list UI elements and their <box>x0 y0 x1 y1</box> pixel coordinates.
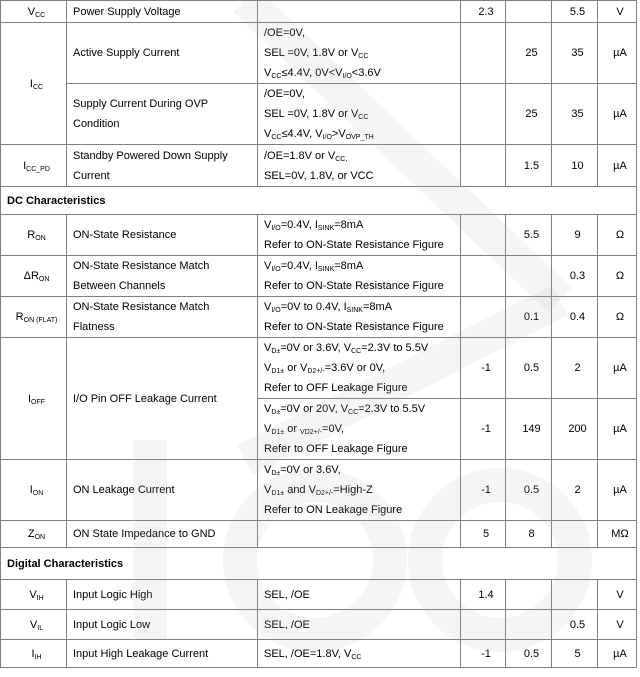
condition-line: $V_{D\pm}=0V$ or 3.6V, $V_{CC}=2.3V$ to 5.5V <box>264 342 429 355</box>
condition-line: $V_{D\pm}=0V$ or 20V, $V_{CC}=2.3V$ to 5.5V <box>264 403 426 416</box>
min-cell <box>461 145 506 187</box>
unit-cell: Ω <box>598 256 637 297</box>
max-cell <box>552 580 598 610</box>
condition-line: Refer to ON-State Resistance Figure <box>264 280 444 292</box>
condition-line: $V_{D1\pm}$ or $_{VD2+/-}$=0V, <box>264 423 344 436</box>
typ-cell <box>506 256 552 297</box>
row-ron <box>1 215 637 256</box>
max-cell: 0.3 <box>552 256 598 297</box>
condition-line: Refer to OFF Leakage Figure <box>264 443 408 455</box>
parameter-line: Supply Current During OVP <box>73 98 209 110</box>
parameter-cell: ON State Impedance to GND <box>67 521 258 548</box>
typ-cell: 0.5 <box>506 338 552 399</box>
parameter-cell <box>67 145 258 187</box>
condition-cell <box>258 84 461 145</box>
max-cell: 200 <box>552 399 598 460</box>
parameter-line: Condition <box>73 118 120 130</box>
parameter-cell: Input High Leakage Current <box>67 640 258 668</box>
unit-cell: V <box>598 610 637 640</box>
condition-line: SEL =0V, 1.8V or $V_{CC}$ <box>264 47 369 60</box>
condition-cell <box>258 1 461 23</box>
unit-cell: µA <box>598 460 637 521</box>
parameter-line: Standby Powered Down Supply <box>73 149 228 162</box>
condition-line: /OE=1.8V or $V_{CC,}$ <box>264 149 348 163</box>
parameter-cell <box>67 297 258 338</box>
unit-cell: V <box>598 1 637 23</box>
min-cell <box>461 215 506 256</box>
condition-line: Refer to OFF Leakage Figure <box>264 382 408 394</box>
symbol-cell: $R_{ON}$ <box>1 215 67 256</box>
parameter-cell: ON-State Resistance <box>67 215 258 256</box>
typ-cell: 0.1 <box>506 297 552 338</box>
condition-line: Refer to ON Leakage Figure <box>264 504 403 516</box>
min-cell <box>461 610 506 640</box>
symbol-cell: $Z_{ON}$ <box>1 521 67 548</box>
condition-line: SEL =0V, 1.8V or $V_{CC}$ <box>264 108 369 121</box>
condition-cell: SEL, /OE=1.8V, $V_{CC}$ <box>258 640 461 668</box>
condition-cell <box>258 521 461 548</box>
parameter-cell: I/O Pin OFF Leakage Current <box>67 338 258 460</box>
row-vil <box>1 610 637 640</box>
typ-cell: 0.5 <box>506 460 552 521</box>
condition-cell <box>258 460 461 521</box>
min-cell <box>461 23 506 84</box>
unit-cell: µA <box>598 23 637 84</box>
section-title: DC Characteristics <box>1 187 637 215</box>
condition-cell <box>258 215 461 256</box>
condition-cell <box>258 297 461 338</box>
symbol-cell: $I_{IH}$ <box>1 640 67 668</box>
typ-cell: 149 <box>506 399 552 460</box>
typ-cell: 1.5 <box>506 145 552 187</box>
section-header-dc <box>1 187 637 215</box>
parameter-cell: Active Supply Current <box>67 23 258 84</box>
condition-cell <box>258 23 461 84</box>
min-cell: 2.3 <box>461 1 506 23</box>
section-header-digital <box>1 548 637 580</box>
typ-cell: 0.5 <box>506 640 552 668</box>
parameter-cell: Power Supply Voltage <box>67 1 258 23</box>
unit-cell: µA <box>598 145 637 187</box>
unit-cell: µA <box>598 399 637 460</box>
condition-cell: SEL, /OE <box>258 610 461 640</box>
condition-line: Refer to ON-State Resistance Figure <box>264 321 444 333</box>
min-cell: -1 <box>461 399 506 460</box>
max-cell: 35 <box>552 84 598 145</box>
min-cell: -1 <box>461 640 506 668</box>
typ-cell: 8 <box>506 521 552 548</box>
row-ion <box>1 460 637 521</box>
typ-cell <box>506 610 552 640</box>
unit-cell: Ω <box>598 297 637 338</box>
symbol-cell: $I_{OFF}$ <box>1 338 67 460</box>
unit-cell: Ω <box>598 215 637 256</box>
parameter-cell: Input Logic Low <box>67 610 258 640</box>
unit-cell: µA <box>598 338 637 399</box>
max-cell: 2 <box>552 460 598 521</box>
unit-cell: µA <box>598 640 637 668</box>
min-cell <box>461 297 506 338</box>
symbol-cell: $I_{CC}$ <box>1 23 67 145</box>
row-ron-flat <box>1 297 637 338</box>
condition-line: /OE=0V, <box>264 88 305 100</box>
parameter-line: Flatness <box>73 321 115 333</box>
parameter-line: ON-State Resistance Match <box>73 301 210 313</box>
condition-line: $V_{I/O}=0V$ to 0.4V, $I_{SINK}=8mA$ <box>264 301 393 314</box>
condition-line: $V_{I/O}=0.4V$, $I_{SINK}=8mA$ <box>264 260 364 273</box>
condition-line: $V_{CC}\le 4.4V$, $0V<V_{I/O}<3.6V$ <box>264 67 381 80</box>
max-cell: 0.5 <box>552 610 598 640</box>
typ-cell: 5.5 <box>506 215 552 256</box>
parameter-cell: Input Logic High <box>67 580 258 610</box>
row-icc-pd <box>1 145 637 187</box>
condition-line: Refer to ON-State Resistance Figure <box>264 239 444 251</box>
parameter-cell <box>67 84 258 145</box>
min-cell: 5 <box>461 521 506 548</box>
symbol-cell: $V_{IL}$ <box>1 610 67 640</box>
row-vcc <box>1 1 637 23</box>
symbol-cell: $V_{CC}$ <box>1 1 67 23</box>
max-cell <box>552 521 598 548</box>
condition-cell <box>258 338 461 399</box>
condition-line: $V_{CC}\le 4.4V$, $V_{I/O}>V_{OVP\_TH}$ <box>264 128 374 141</box>
min-cell: -1 <box>461 460 506 521</box>
typ-cell: 25 <box>506 23 552 84</box>
max-cell: 5.5 <box>552 1 598 23</box>
row-ioff-a <box>1 338 637 399</box>
max-cell: 0.4 <box>552 297 598 338</box>
condition-cell <box>258 145 461 187</box>
max-cell: 35 <box>552 23 598 84</box>
row-vih <box>1 580 637 610</box>
row-delta-ron <box>1 256 637 297</box>
condition-line: $V_{D\pm}=0V$ or 3.6V, <box>264 464 341 477</box>
symbol-cell: $I_{ON}$ <box>1 460 67 521</box>
condition-line: /OE=0V, <box>264 27 305 39</box>
parameter-line: Current <box>73 169 110 182</box>
unit-cell: MΩ <box>598 521 637 548</box>
condition-line: $V_{D1\pm}$ and $V_{D2+/-}=High-Z$ <box>264 484 373 497</box>
typ-cell <box>506 580 552 610</box>
condition-line: $V_{I/O}=0.4V$, $I_{SINK}=8mA$ <box>264 219 364 232</box>
typ-cell: 25 <box>506 84 552 145</box>
condition-line: $V_{D1\pm}$ or $V_{D2+/-}=3.6V$ or 0V, <box>264 362 386 375</box>
parameter-line: Between Channels <box>73 280 166 292</box>
max-cell: 2 <box>552 338 598 399</box>
max-cell: 9 <box>552 215 598 256</box>
row-iih <box>1 640 637 668</box>
parameter-cell <box>67 256 258 297</box>
max-cell: 5 <box>552 640 598 668</box>
parameter-line: ON-State Resistance Match <box>73 260 210 272</box>
row-icc-ovp <box>1 84 637 145</box>
section-title: Digital Characteristics <box>1 548 637 580</box>
min-cell: -1 <box>461 338 506 399</box>
symbol-cell: $V_{IH}$ <box>1 580 67 610</box>
parameter-cell: ON Leakage Current <box>67 460 258 521</box>
symbol-cell: $R_{ON (FLAT)}$ <box>1 297 67 338</box>
condition-cell <box>258 399 461 460</box>
row-icc-active <box>1 23 637 84</box>
condition-cell <box>258 256 461 297</box>
unit-cell: µA <box>598 84 637 145</box>
max-cell: 10 <box>552 145 598 187</box>
condition-cell: SEL, /OE <box>258 580 461 610</box>
condition-line: SEL=0V, 1.8V, or VCC <box>264 169 374 182</box>
row-zon <box>1 521 637 548</box>
unit-cell: V <box>598 580 637 610</box>
min-cell: 1.4 <box>461 580 506 610</box>
min-cell <box>461 256 506 297</box>
symbol-cell: $\Delta R_{ON}$ <box>1 256 67 297</box>
symbol-cell: $I_{CC\_PD}$ <box>1 145 67 187</box>
min-cell <box>461 84 506 145</box>
typ-cell <box>506 1 552 23</box>
